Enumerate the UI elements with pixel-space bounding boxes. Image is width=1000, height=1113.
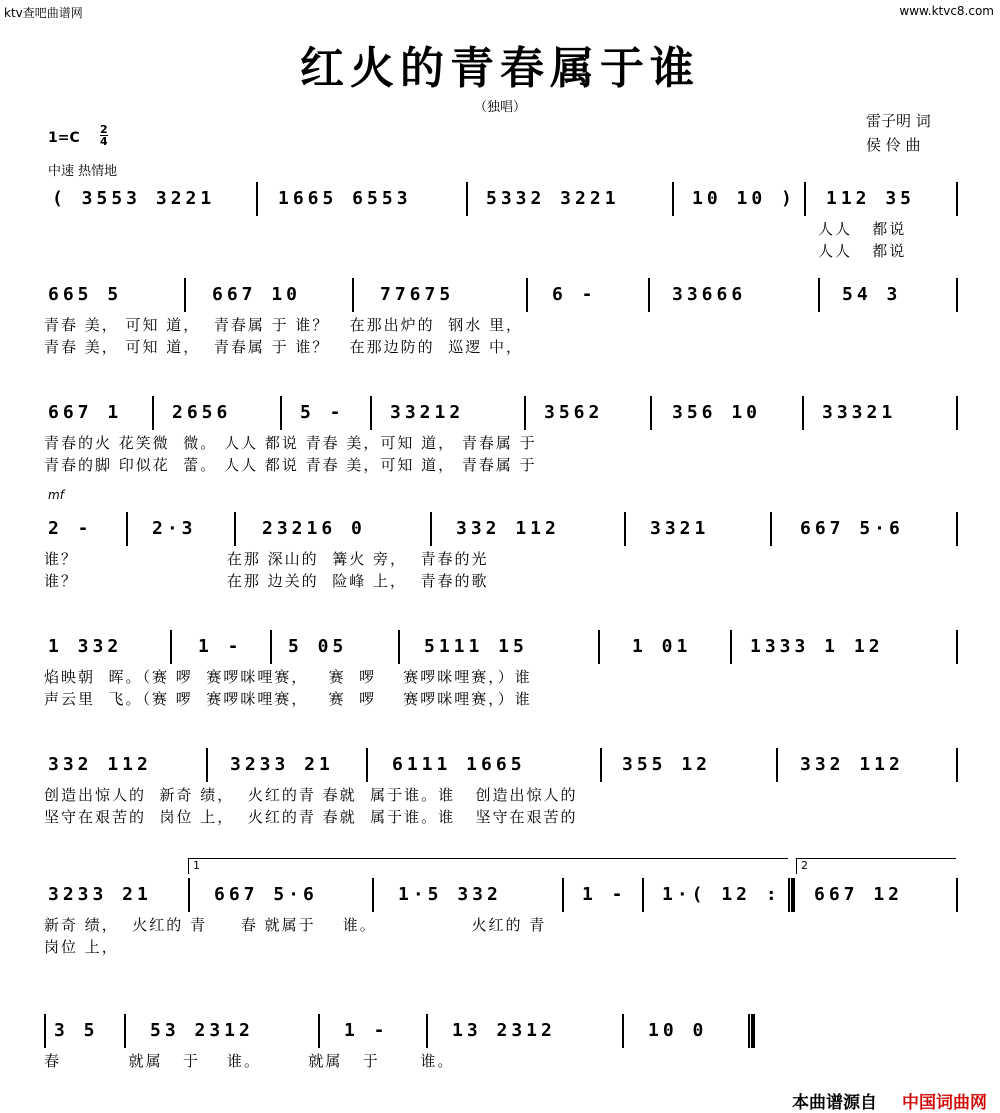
measure: 1·5 332 xyxy=(398,884,502,905)
repeat-barline xyxy=(788,878,795,912)
barline xyxy=(624,512,626,546)
measure: 6 - xyxy=(552,284,597,305)
lyrics-verse-2: 岗位 上， xyxy=(44,938,119,956)
performance-type: （独唱） xyxy=(473,100,526,115)
measure: 667 5·6 xyxy=(800,518,904,539)
measure: ( 3553 3221 xyxy=(52,188,216,209)
measure: 3321 xyxy=(650,518,710,539)
barline xyxy=(600,748,602,782)
lyrics-verse-2: 人人 都说 xyxy=(818,242,907,260)
measure: 77675 xyxy=(380,284,455,305)
lyrics-verse-1: 青春的火 花笑微 微。 人人 都说 青春 美，可知 道， 青春属 于 xyxy=(44,434,537,452)
barline xyxy=(372,878,374,912)
barline xyxy=(562,878,564,912)
time-bottom: 4 xyxy=(100,135,108,148)
score-system-7 xyxy=(0,876,1000,916)
barline xyxy=(776,748,778,782)
composer: 侯 伶 曲 xyxy=(866,136,921,154)
barline xyxy=(126,512,128,546)
barline xyxy=(956,748,958,782)
barline xyxy=(642,878,644,912)
barline xyxy=(206,748,208,782)
measure: 667 1 xyxy=(48,402,123,423)
barline xyxy=(152,396,154,430)
barline xyxy=(124,1014,126,1048)
lyrics-verse-1: 焰映朝 晖。（赛 啰 赛啰咪哩赛， 赛 啰 赛啰咪哩赛，）谁 xyxy=(44,668,532,686)
measure: 332 112 xyxy=(800,754,904,775)
measure: 112 35 xyxy=(826,188,916,209)
barline xyxy=(802,396,804,430)
time-signature xyxy=(100,124,108,147)
barline xyxy=(352,278,354,312)
lyrics-verse-2: 声云里 飞。（赛 啰 赛啰咪哩赛， 赛 啰 赛啰咪哩赛，）谁 xyxy=(44,690,532,708)
measure: 33212 xyxy=(390,402,465,423)
measure: 1 332 xyxy=(48,636,123,657)
measure: 667 12 xyxy=(814,884,904,905)
barline xyxy=(524,396,526,430)
measure: 1·( 12 : xyxy=(662,884,781,905)
barline xyxy=(430,512,432,546)
measure: 1665 6553 xyxy=(278,188,412,209)
lyrics-verse-1: 谁？ 在那 深山的 篝火 旁， 青春的光 xyxy=(44,550,489,568)
measure: 2 - xyxy=(48,518,93,539)
lyrics-verse-2: 青春的脚 印似花 蕾。 人人 都说 青春 美，可知 道， 青春属 于 xyxy=(44,456,537,474)
lyrics-verse-1: 新奇 绩， 火红的 青 春 就属于 谁。 火红的 青 xyxy=(44,916,547,934)
barline xyxy=(598,630,600,664)
final-barline xyxy=(748,1014,755,1048)
measure: 2656 xyxy=(172,402,232,423)
barline xyxy=(526,278,528,312)
barline xyxy=(804,182,806,216)
measure: 1 - xyxy=(198,636,243,657)
measure: 1 01 xyxy=(632,636,692,657)
barline xyxy=(648,278,650,312)
measure: 54 3 xyxy=(842,284,902,305)
barline xyxy=(366,748,368,782)
barline xyxy=(466,182,468,216)
measure: 23216 0 xyxy=(262,518,366,539)
source-site-name: 中国词曲网 xyxy=(902,1093,987,1113)
measure: 1 - xyxy=(344,1020,389,1041)
measure: 13 2312 xyxy=(452,1020,556,1041)
site-watermark-left: ktv查吧曲谱网 xyxy=(4,6,83,20)
measure: 332 112 xyxy=(456,518,560,539)
measure: 5111 15 xyxy=(424,636,528,657)
measure: 53 2312 xyxy=(150,1020,254,1041)
barline xyxy=(956,512,958,546)
measure: 1333 1 12 xyxy=(750,636,884,657)
barline xyxy=(234,512,236,546)
dynamic-marking: mf xyxy=(48,488,64,502)
site-watermark-right: www.ktvc8.com xyxy=(899,4,994,18)
measure: 356 10 xyxy=(672,402,762,423)
measure: 33321 xyxy=(822,402,897,423)
lyrics-verse-2: 谁？ 在那 边关的 险峰 上， 青春的歌 xyxy=(44,572,489,590)
measure: 332 112 xyxy=(48,754,152,775)
lyrics-verse-1: 创造出惊人的 新奇 绩， 火红的青 春就 属于谁。谁 创造出惊人的 xyxy=(44,786,578,804)
score-system-4 xyxy=(0,510,1000,550)
barline xyxy=(426,1014,428,1048)
lyrics-verse-1: 人人 都说 xyxy=(818,220,907,238)
barline xyxy=(318,1014,320,1048)
barline xyxy=(956,278,958,312)
tempo-marking: 中速 热情地 xyxy=(48,164,118,179)
source-label: 本曲谱源自 xyxy=(792,1093,877,1113)
measure: 667 5·6 xyxy=(214,884,318,905)
key-signature: 1=C xyxy=(48,130,80,146)
lyrics-verse-2: 坚守在艰苦的 岗位 上， 火红的青 春就 属于谁。谁 坚守在艰苦的 xyxy=(44,808,578,826)
first-ending-bracket: 1 xyxy=(188,858,788,874)
measure: 5 - xyxy=(300,402,345,423)
lyrics-verse-1: 青春 美， 可知 道， 青春属 于 谁？ 在那出炉的 钢水 里， xyxy=(44,316,523,334)
measure: 3233 21 xyxy=(48,884,152,905)
barline xyxy=(370,396,372,430)
score-system-8 xyxy=(0,1012,1000,1052)
barline xyxy=(818,278,820,312)
score-system-6 xyxy=(0,746,1000,786)
measure: 10 0 xyxy=(648,1020,708,1041)
measure: 665 5 xyxy=(48,284,123,305)
lyrics-verse-2: 青春 美， 可知 道， 青春属 于 谁？ 在那边防的 巡逻 中， xyxy=(44,338,523,356)
measure: 3562 xyxy=(544,402,604,423)
barline xyxy=(184,278,186,312)
barline xyxy=(280,396,282,430)
barline xyxy=(256,182,258,216)
measure: 1 - xyxy=(582,884,627,905)
measure: 10 10 ) xyxy=(692,188,796,209)
score-system-5 xyxy=(0,628,1000,668)
barline xyxy=(398,630,400,664)
barline xyxy=(956,878,958,912)
barline xyxy=(188,878,190,912)
barline xyxy=(170,630,172,664)
barline xyxy=(270,630,272,664)
barline xyxy=(770,512,772,546)
page-title: 红火的青春属于谁 xyxy=(300,43,700,94)
measure: 355 12 xyxy=(622,754,712,775)
lyrics-verse-1: 春 就属 于 谁。 就属 于 谁。 xyxy=(44,1052,455,1070)
barline xyxy=(956,182,958,216)
measure: 33666 xyxy=(672,284,747,305)
second-ending-bracket: 2 xyxy=(796,858,956,874)
score-system-1 xyxy=(0,180,1000,220)
barline xyxy=(44,1014,46,1048)
measure: 6111 1665 xyxy=(392,754,526,775)
time-top: 2 xyxy=(100,123,108,136)
measure: 3 5 xyxy=(54,1020,99,1041)
score-system-3 xyxy=(0,394,1000,434)
barline xyxy=(672,182,674,216)
barline xyxy=(622,1014,624,1048)
measure: 2·3 xyxy=(152,518,197,539)
measure: 3233 21 xyxy=(230,754,334,775)
barline xyxy=(956,630,958,664)
barline xyxy=(650,396,652,430)
lyricist: 雷子明 词 xyxy=(866,112,931,130)
measure: 5332 3221 xyxy=(486,188,620,209)
barline xyxy=(956,396,958,430)
measure: 5 05 xyxy=(288,636,348,657)
score-system-2 xyxy=(0,276,1000,316)
barline xyxy=(730,630,732,664)
measure: 667 10 xyxy=(212,284,302,305)
